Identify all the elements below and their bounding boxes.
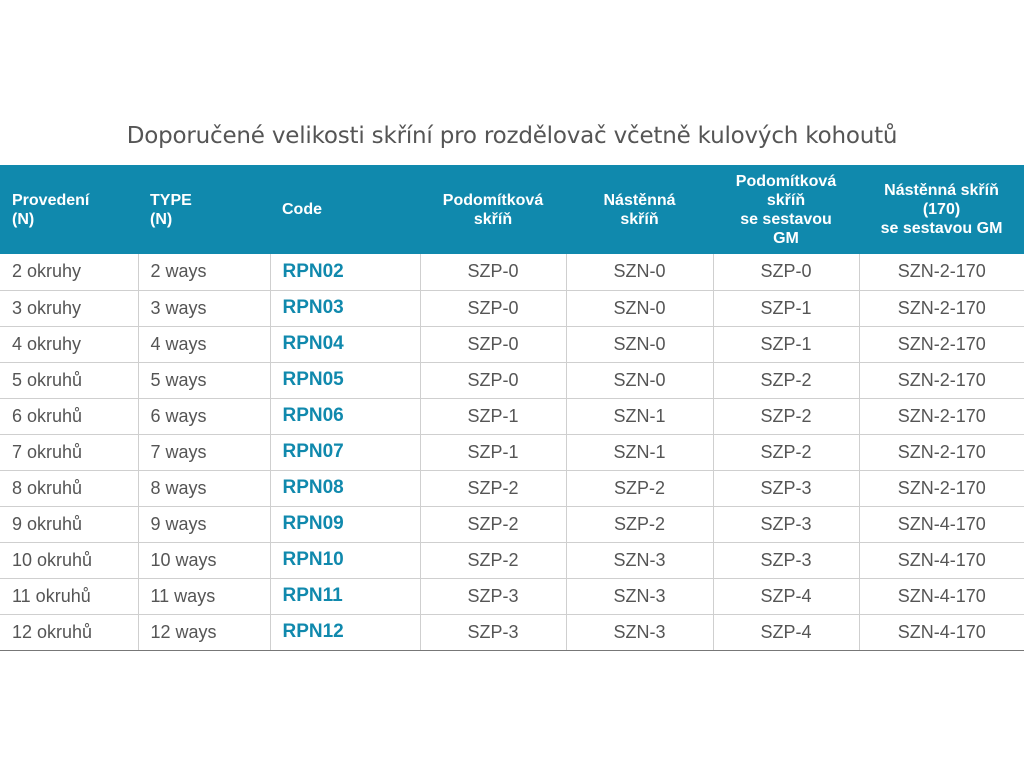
cell-code: RPN12: [270, 614, 420, 650]
table-header-row: [0, 165, 1024, 254]
cell-provedeni: 3 okruhy: [0, 290, 138, 326]
cell-provedeni: 2 okruhy: [0, 254, 138, 290]
header-type: TYPE (N): [138, 165, 270, 254]
cell-nastenna-skrin-170-gm: SZN-4-170: [859, 614, 1024, 650]
cell-type: 10 ways: [138, 542, 270, 578]
cell-code: RPN03: [270, 290, 420, 326]
cell-nastenna-skrin: SZN-0: [566, 326, 713, 362]
table-row: [0, 578, 1024, 614]
cell-provedeni: 6 okruhů: [0, 398, 138, 434]
cell-code: RPN07: [270, 434, 420, 470]
cell-podomitkova-skrin: SZP-3: [420, 578, 566, 614]
cell-nastenna-skrin: SZN-0: [566, 362, 713, 398]
cell-nastenna-skrin-170-gm: SZN-4-170: [859, 506, 1024, 542]
header-nastenna-skrin: Nástěnná skříň: [566, 165, 713, 254]
cell-nastenna-skrin: SZN-1: [566, 434, 713, 470]
cell-nastenna-skrin-170-gm: SZN-2-170: [859, 362, 1024, 398]
cell-nastenna-skrin: SZN-3: [566, 614, 713, 650]
cell-code: RPN04: [270, 326, 420, 362]
cell-provedeni: 7 okruhů: [0, 434, 138, 470]
table-body: [0, 254, 1024, 650]
cell-podomitkova-skrin-gm: SZP-1: [713, 290, 859, 326]
table-row: [0, 506, 1024, 542]
cell-type: 8 ways: [138, 470, 270, 506]
table-row: [0, 326, 1024, 362]
cell-nastenna-skrin: SZN-3: [566, 542, 713, 578]
table-row: [0, 434, 1024, 470]
cell-podomitkova-skrin: SZP-2: [420, 506, 566, 542]
cell-podomitkova-skrin: SZP-0: [420, 362, 566, 398]
cell-type: 12 ways: [138, 614, 270, 650]
page-title: Doporučené velikosti skříní pro rozdělovač včetně kulových kohoutů: [126, 123, 898, 149]
cell-provedeni: 12 okruhů: [0, 614, 138, 650]
cell-nastenna-skrin: SZP-2: [566, 470, 713, 506]
cell-provedeni: 9 okruhů: [0, 506, 138, 542]
cell-nastenna-skrin-170-gm: SZN-4-170: [859, 578, 1024, 614]
table-row: [0, 398, 1024, 434]
cell-code: RPN09: [270, 506, 420, 542]
cell-nastenna-skrin-170-gm: SZN-2-170: [859, 326, 1024, 362]
cell-podomitkova-skrin: SZP-0: [420, 290, 566, 326]
cell-podomitkova-skrin-gm: SZP-1: [713, 326, 859, 362]
cell-code: RPN11: [270, 578, 420, 614]
cell-type: 11 ways: [138, 578, 270, 614]
header-podomitkova-skrin: Podomítková skříň: [420, 165, 566, 254]
cell-code: RPN02: [270, 254, 420, 290]
cell-type: 4 ways: [138, 326, 270, 362]
cell-podomitkova-skrin: SZP-1: [420, 434, 566, 470]
cell-podomitkova-skrin-gm: SZP-2: [713, 362, 859, 398]
cell-nastenna-skrin-170-gm: SZN-2-170: [859, 434, 1024, 470]
cell-code: RPN08: [270, 470, 420, 506]
cell-nastenna-skrin-170-gm: SZN-2-170: [859, 470, 1024, 506]
header-code: Code: [270, 165, 420, 254]
cell-podomitkova-skrin-gm: SZP-2: [713, 434, 859, 470]
cell-podomitkova-skrin: SZP-1: [420, 398, 566, 434]
cell-nastenna-skrin: SZN-0: [566, 290, 713, 326]
cell-nastenna-skrin-170-gm: SZN-4-170: [859, 542, 1024, 578]
cell-type: 7 ways: [138, 434, 270, 470]
cell-code: RPN05: [270, 362, 420, 398]
header-nastenna-skrin-170-gm: Nástěnná skříň (170) se sestavou GM: [859, 165, 1024, 254]
cell-nastenna-skrin: SZN-1: [566, 398, 713, 434]
cell-podomitkova-skrin: SZP-2: [420, 542, 566, 578]
cell-nastenna-skrin-170-gm: SZN-2-170: [859, 290, 1024, 326]
cell-provedeni: 4 okruhy: [0, 326, 138, 362]
cell-nastenna-skrin: SZP-2: [566, 506, 713, 542]
cell-podomitkova-skrin-gm: SZP-4: [713, 614, 859, 650]
cell-type: 2 ways: [138, 254, 270, 290]
table-row: [0, 542, 1024, 578]
cell-nastenna-skrin: SZN-3: [566, 578, 713, 614]
cell-type: 9 ways: [138, 506, 270, 542]
cell-podomitkova-skrin: SZP-3: [420, 614, 566, 650]
cell-nastenna-skrin-170-gm: SZN-2-170: [859, 398, 1024, 434]
table-row: [0, 290, 1024, 326]
cell-type: 3 ways: [138, 290, 270, 326]
cell-podomitkova-skrin: SZP-2: [420, 470, 566, 506]
table-row: [0, 362, 1024, 398]
cell-podomitkova-skrin-gm: SZP-4: [713, 578, 859, 614]
cell-code: RPN06: [270, 398, 420, 434]
cell-podomitkova-skrin-gm: SZP-2: [713, 398, 859, 434]
cell-podomitkova-skrin: SZP-0: [420, 254, 566, 290]
cell-type: 6 ways: [138, 398, 270, 434]
cell-provedeni: 8 okruhů: [0, 470, 138, 506]
cell-provedeni: 11 okruhů: [0, 578, 138, 614]
cell-provedeni: 10 okruhů: [0, 542, 138, 578]
table-row: [0, 254, 1024, 290]
cell-provedeni: 5 okruhů: [0, 362, 138, 398]
header-podomitkova-skrin-gm: Podomítková skříň se sestavou GM: [713, 165, 859, 254]
cell-podomitkova-skrin-gm: SZP-3: [713, 542, 859, 578]
cell-nastenna-skrin-170-gm: SZN-2-170: [859, 254, 1024, 290]
cell-podomitkova-skrin-gm: SZP-0: [713, 254, 859, 290]
cell-podomitkova-skrin-gm: SZP-3: [713, 506, 859, 542]
cell-podomitkova-skrin: SZP-0: [420, 326, 566, 362]
table-row: [0, 470, 1024, 506]
cabinet-size-table: [0, 165, 1024, 651]
table-row: [0, 614, 1024, 650]
cell-podomitkova-skrin-gm: SZP-3: [713, 470, 859, 506]
cell-nastenna-skrin: SZN-0: [566, 254, 713, 290]
header-provedeni: Provedení (N): [0, 165, 138, 254]
cell-type: 5 ways: [138, 362, 270, 398]
cell-code: RPN10: [270, 542, 420, 578]
